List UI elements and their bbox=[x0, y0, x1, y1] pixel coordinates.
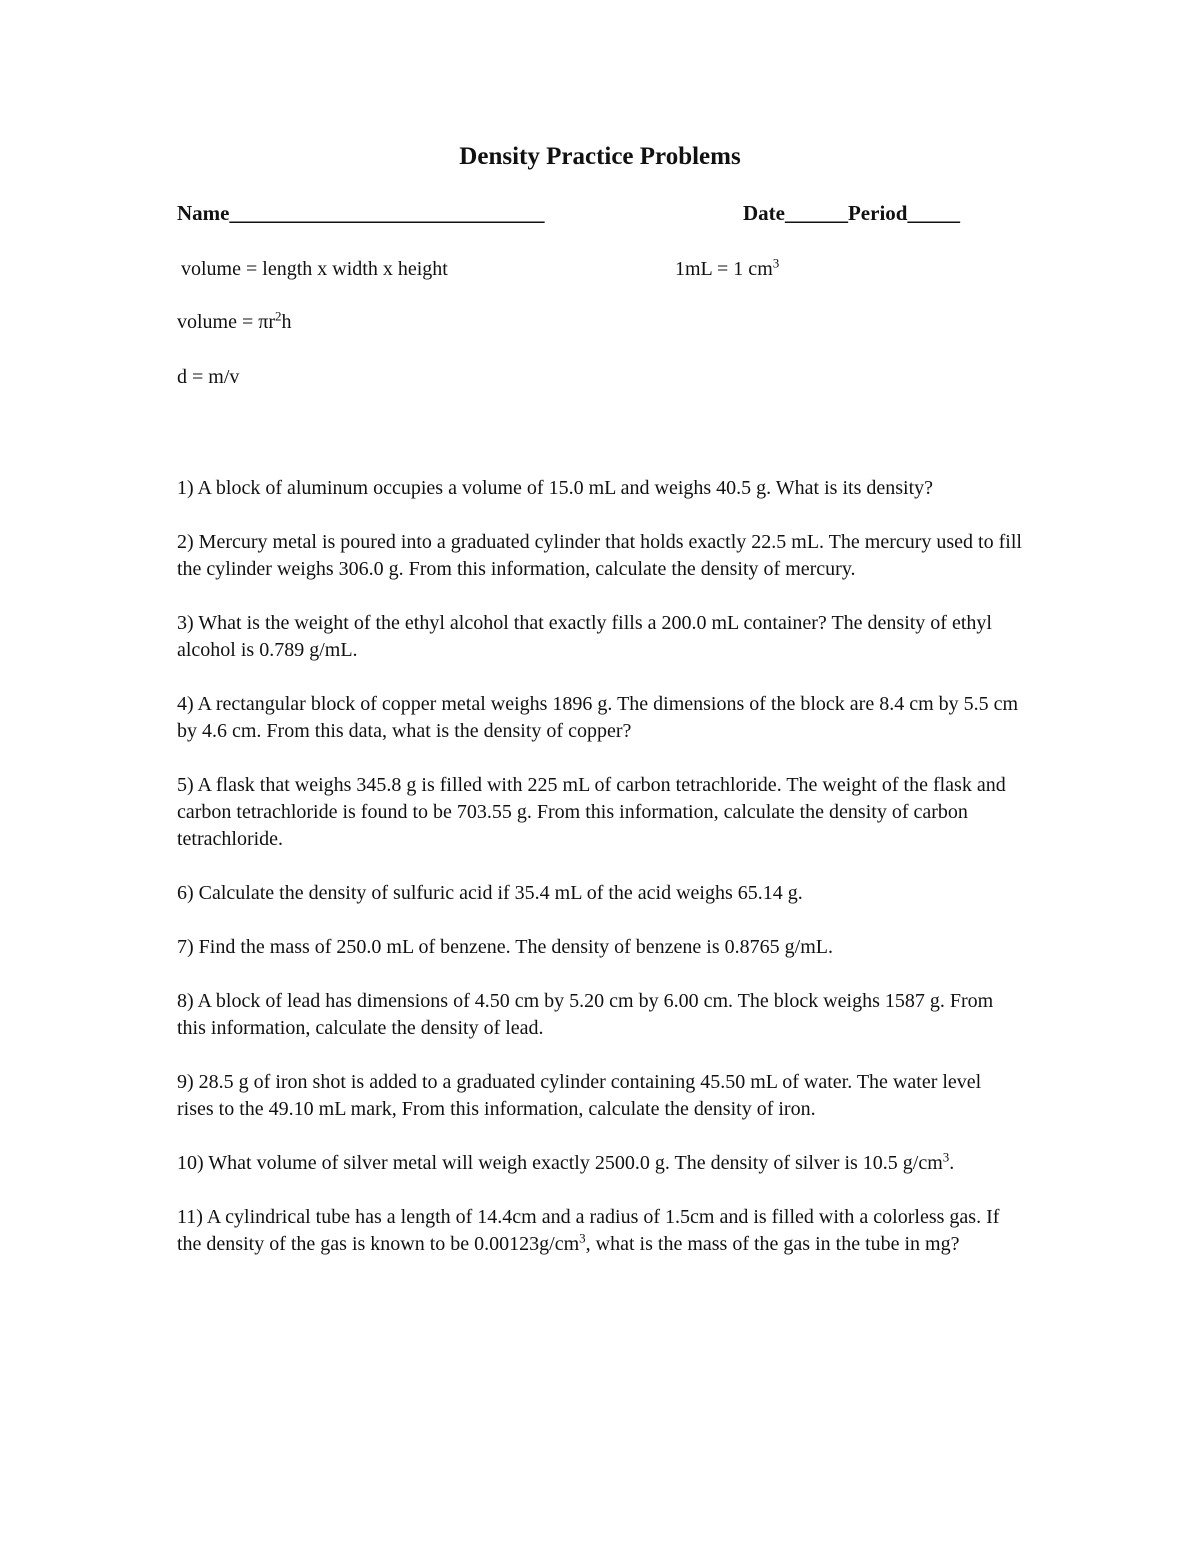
date-blank: ______ bbox=[784, 201, 848, 225]
page-title: Density Practice Problems bbox=[459, 143, 741, 170]
date-period-field[interactable] bbox=[743, 201, 960, 226]
cylinder-suffix: h bbox=[281, 311, 292, 333]
conversion-exponent: 3 bbox=[772, 255, 780, 271]
problem-6: 6) Calculate the density of sulfuric acid if 35.4 mL of the acid weighs 65.14 g. bbox=[177, 882, 803, 904]
problem-11 bbox=[177, 1204, 1022, 1258]
formula-volume-cylinder bbox=[177, 308, 292, 334]
problem-1: 1) A block of aluminum occupies a volume of 15.0 mL and weighs 40.5 g. What is its density? bbox=[177, 477, 933, 499]
problem-4: 4) A rectangular block of copper metal weighs 1896 g. The dimensions of the block are 8.4 cm by 5.5 cm by 4.6 cm. From this data, what is the density of copper? bbox=[177, 693, 1019, 742]
conversion-text: 1mL = 1 cm bbox=[675, 258, 773, 280]
problem-11-exponent: 3 bbox=[579, 1230, 586, 1246]
date-label: Date bbox=[743, 201, 785, 225]
name-field[interactable] bbox=[177, 201, 544, 226]
formula-conversion bbox=[675, 255, 780, 281]
problem-8: 8) A block of lead has dimensions of 4.50 cm by 5.20 cm by 6.00 cm. The block weighs 1587 g. From this information, calculate the density of lead. bbox=[177, 990, 994, 1039]
problem-11-text-b: , what is the mass of the gas in the tube in mg? bbox=[585, 1233, 960, 1255]
problem-3: 3) What is the weight of the ethyl alcohol that exactly fills a 200.0 mL container? The density of ethyl alcohol is 0.789 g/mL. bbox=[177, 612, 992, 661]
problem-10-tail: . bbox=[949, 1152, 955, 1174]
problem-10-exponent: 3 bbox=[942, 1149, 950, 1165]
period-blank: _____ bbox=[907, 201, 960, 225]
problem-11-text-a: 11) A cylindrical tube has a length of 14.4cm and a radius of 1.5cm and is filled with a colorless gas. If the density of the gas is known to be 0.00123g/cm bbox=[177, 1206, 1000, 1255]
cylinder-prefix: volume = πr bbox=[177, 311, 276, 333]
name-label: Name bbox=[177, 201, 230, 225]
problem-5: 5) A flask that weighs 345.8 g is filled with 225 mL of carbon tetrachloride. The weight of the flask and carbon tetrachloride is found to be 703.55 g. From this information, calculate the density of carbon tetrachloride. bbox=[177, 774, 1006, 850]
problem-9: 9) 28.5 g of iron shot is added to a graduated cylinder containing 45.50 mL of water. The water level rises to the 49.10 mL mark, From this information, calculate the density of iron. bbox=[177, 1071, 982, 1120]
problem-2: 2) Mercury metal is poured into a graduated cylinder that holds exactly 22.5 mL. The mercury used to fill the cylinder weighs 306.0 g. From this information, calculate the density of mercury. bbox=[177, 531, 1022, 580]
formula-volume-box: volume = length x width x height bbox=[181, 258, 448, 280]
problem-10 bbox=[177, 1150, 1022, 1177]
problem-7: 7) Find the mass of 250.0 mL of benzene. The density of benzene is 0.8765 g/mL. bbox=[177, 936, 833, 958]
cylinder-exponent: 2 bbox=[275, 308, 282, 324]
problem-10-text: 10) What volume of silver metal will weigh exactly 2500.0 g. The density of silver is 10.5 g/cm bbox=[177, 1152, 943, 1174]
name-blank: ______________________________ bbox=[229, 201, 545, 225]
formula-density: d = m/v bbox=[177, 366, 240, 388]
period-label: Period bbox=[847, 201, 908, 225]
problem-list bbox=[177, 475, 1022, 1285]
